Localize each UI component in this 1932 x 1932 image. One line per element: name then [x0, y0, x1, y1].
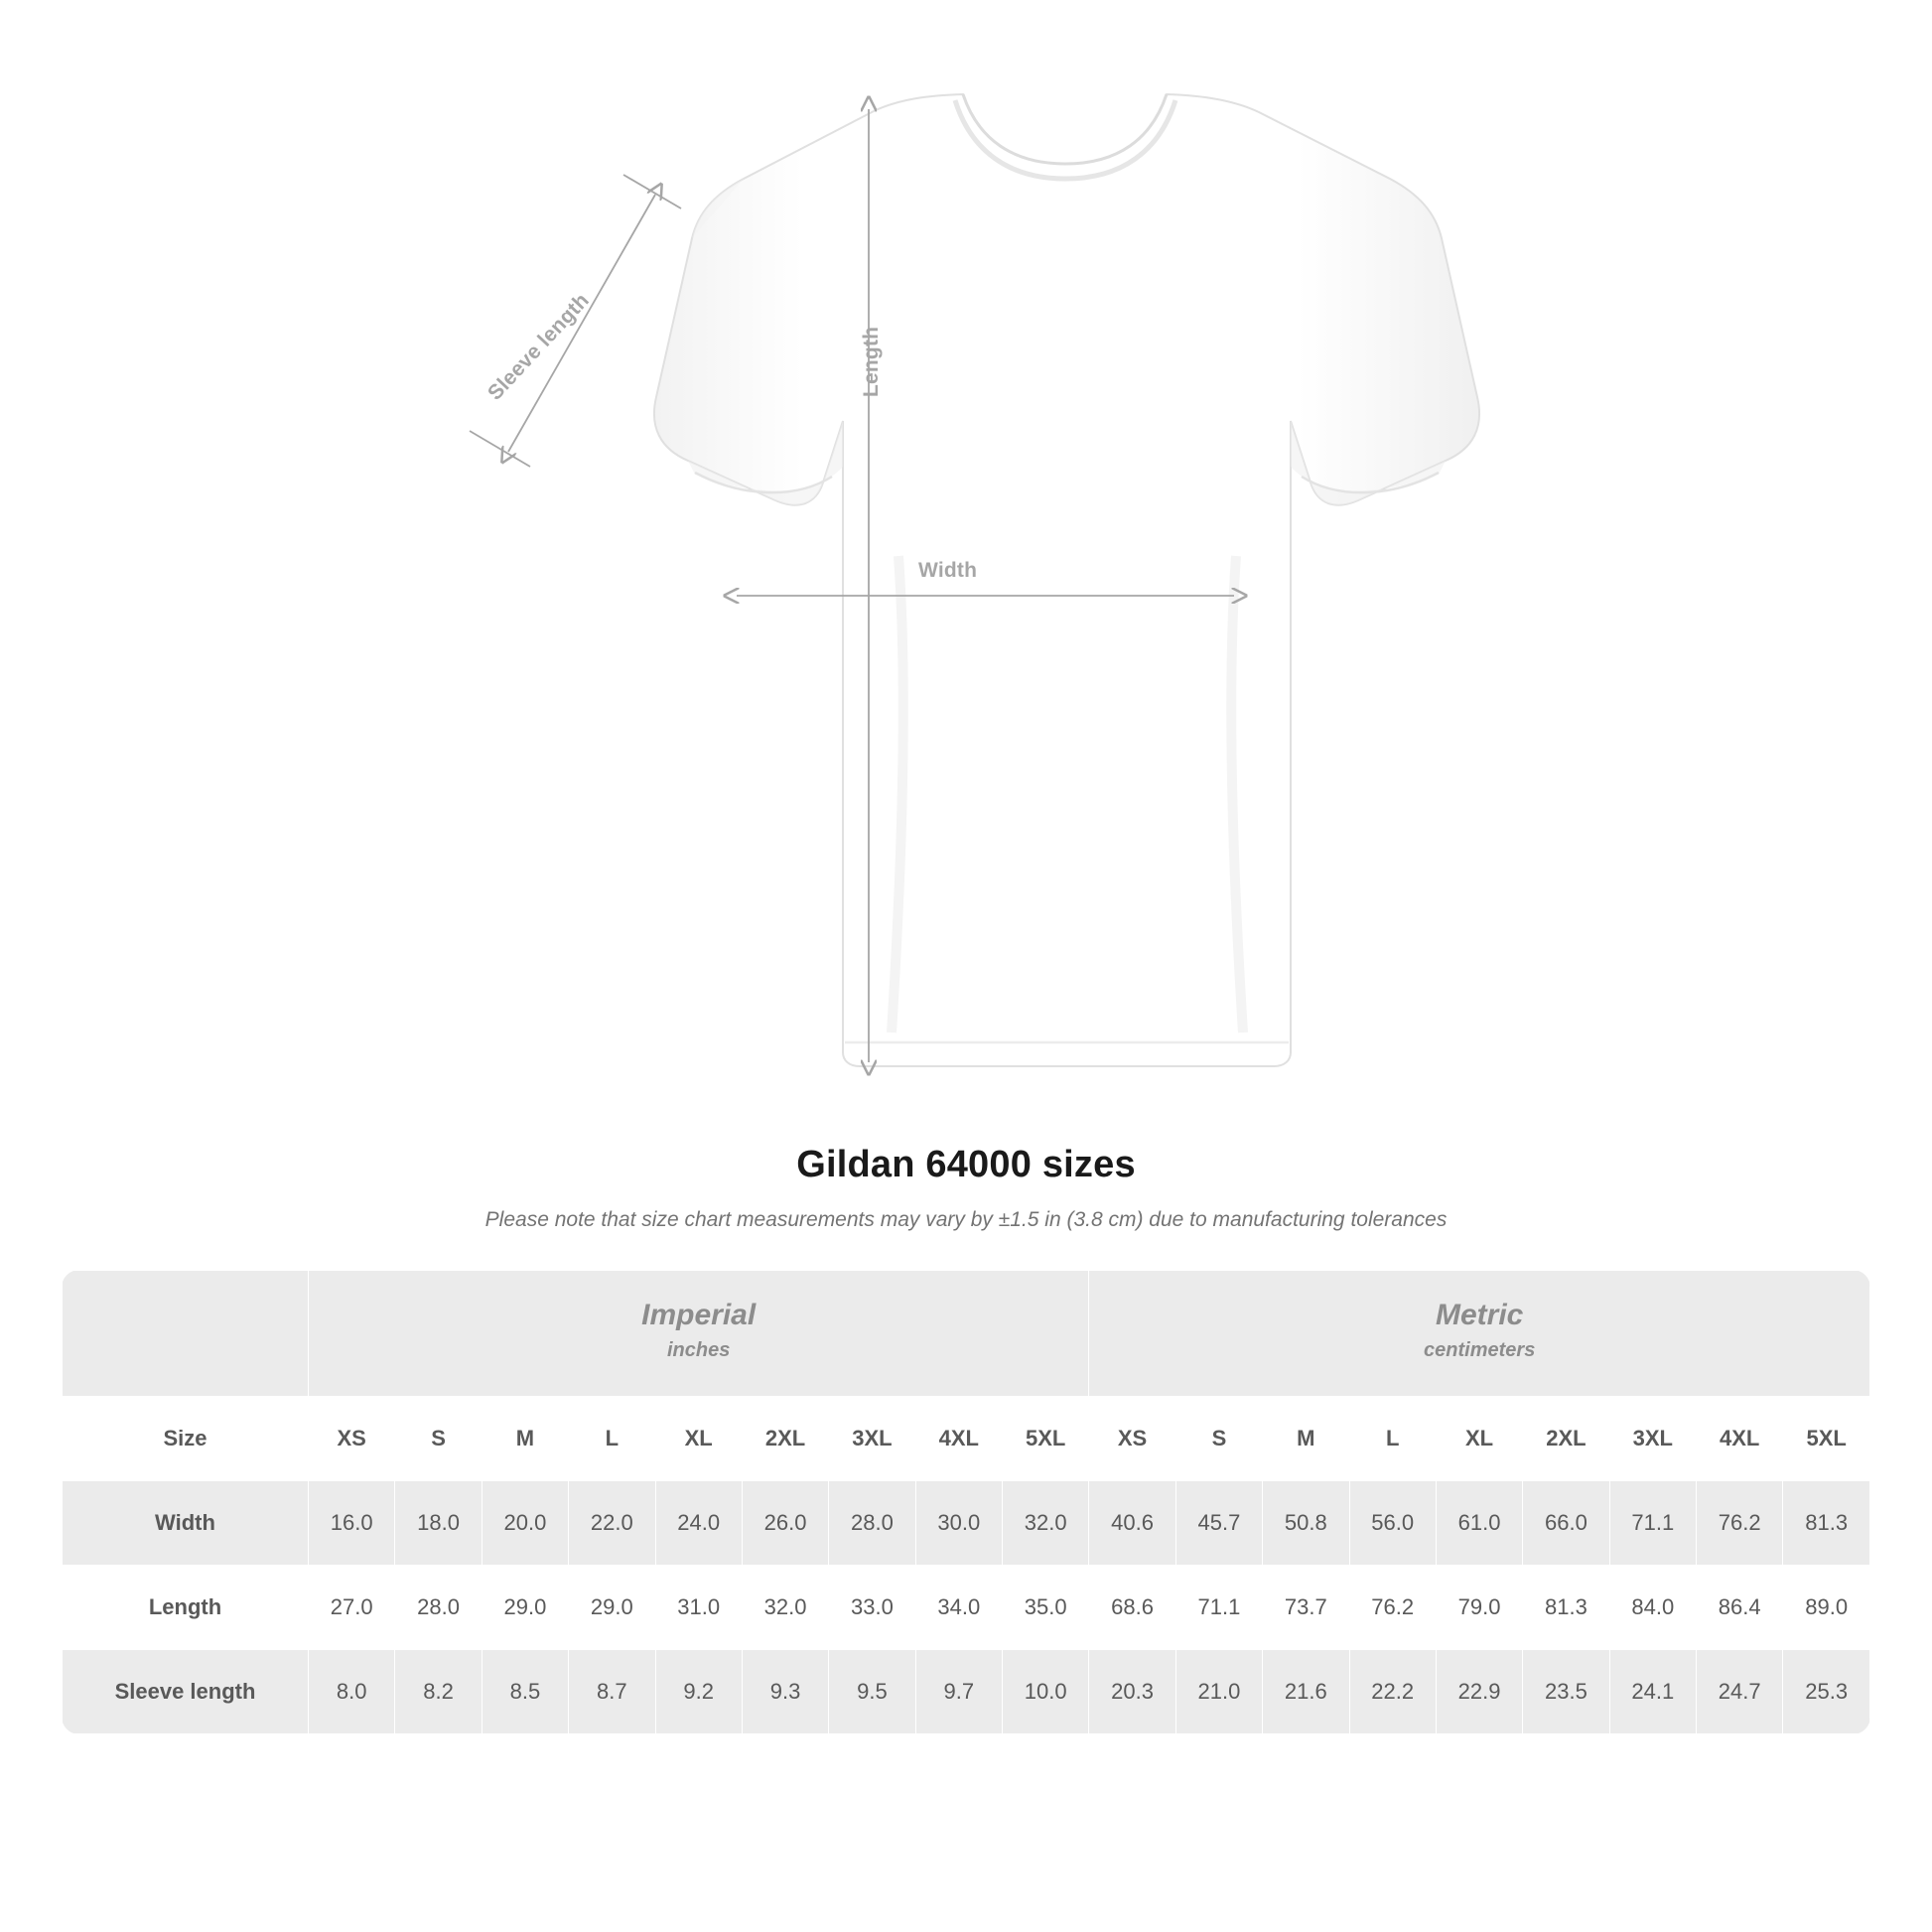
system-unit-imperial: inches: [667, 1338, 731, 1361]
table-cell: 9.3: [742, 1649, 828, 1733]
system-name-metric: Metric: [1436, 1299, 1524, 1331]
table-cell: 34.0: [915, 1565, 1002, 1649]
table-cell: 22.9: [1436, 1649, 1522, 1733]
table-cell: 32.0: [1003, 1480, 1089, 1565]
size-row-label: Size: [63, 1396, 309, 1480]
size-header-cell: S: [395, 1396, 482, 1480]
size-header-row: [63, 1396, 1870, 1480]
table-cell: 23.5: [1523, 1649, 1609, 1733]
size-header-cell: 3XL: [1609, 1396, 1696, 1480]
table-cell: 29.0: [482, 1565, 568, 1649]
table-cell: 86.4: [1697, 1565, 1783, 1649]
sleeve-length-label: Sleeve length: [483, 289, 594, 405]
table-cell: 21.0: [1175, 1649, 1262, 1733]
table-cell: 28.0: [395, 1565, 482, 1649]
size-header-cell: XL: [655, 1396, 742, 1480]
sleeve-dimension-line: [508, 195, 655, 452]
size-header-cell: L: [569, 1396, 655, 1480]
table-corner-cell: [63, 1271, 309, 1397]
table-cell: 76.2: [1349, 1565, 1436, 1649]
size-header-cell: M: [482, 1396, 568, 1480]
table-cell: 26.0: [742, 1480, 828, 1565]
table-cell: 71.1: [1609, 1480, 1696, 1565]
table-cell: 71.1: [1175, 1565, 1262, 1649]
table-cell: 32.0: [742, 1565, 828, 1649]
length-label: Length: [860, 326, 883, 397]
table-cell: 45.7: [1175, 1480, 1262, 1565]
size-header-cell: 3XL: [829, 1396, 915, 1480]
table-cell: 28.0: [829, 1480, 915, 1565]
system-name-imperial: Imperial: [641, 1299, 757, 1331]
table-row: [63, 1649, 1870, 1733]
table-cell: 22.2: [1349, 1649, 1436, 1733]
table-cell: 8.5: [482, 1649, 568, 1733]
table-cell: 84.0: [1609, 1565, 1696, 1649]
table-cell: 89.0: [1783, 1565, 1870, 1649]
table-cell: 35.0: [1003, 1565, 1089, 1649]
table-cell: 21.6: [1263, 1649, 1349, 1733]
table-cell: 9.5: [829, 1649, 915, 1733]
system-header-imperial: [309, 1271, 1089, 1397]
system-unit-metric: centimeters: [1424, 1338, 1536, 1361]
sleeve-tick-top: [623, 175, 681, 208]
size-header-cell: 2XL: [1523, 1396, 1609, 1480]
size-header-cell: 5XL: [1003, 1396, 1089, 1480]
table-cell: 8.7: [569, 1649, 655, 1733]
table-cell: 79.0: [1436, 1565, 1522, 1649]
row-label-sleeve-length: Sleeve length: [63, 1649, 309, 1733]
size-table: [62, 1270, 1870, 1734]
table-cell: 66.0: [1523, 1480, 1609, 1565]
size-header-cell: XS: [309, 1396, 395, 1480]
width-label: Width: [918, 559, 978, 582]
table-cell: 8.0: [309, 1649, 395, 1733]
table-cell: 24.7: [1697, 1649, 1783, 1733]
table-cell: 81.3: [1783, 1480, 1870, 1565]
tolerance-note: Please note that size chart measurements may vary by ±1.5 in (3.8 cm) due to manufacturing tolerances: [484, 1208, 1448, 1231]
system-header-metric: [1089, 1271, 1870, 1397]
table-cell: 9.2: [655, 1649, 742, 1733]
table-cell: 31.0: [655, 1565, 742, 1649]
size-table-wrapper: [62, 1270, 1870, 1734]
table-cell: 50.8: [1263, 1480, 1349, 1565]
size-header-cell: 2XL: [742, 1396, 828, 1480]
size-header-cell: 4XL: [1697, 1396, 1783, 1480]
table-cell: 56.0: [1349, 1480, 1436, 1565]
table-cell: 10.0: [1003, 1649, 1089, 1733]
table-cell: 24.0: [655, 1480, 742, 1565]
table-cell: 81.3: [1523, 1565, 1609, 1649]
row-label-length: Length: [63, 1565, 309, 1649]
size-header-cell: 4XL: [915, 1396, 1002, 1480]
table-cell: 24.1: [1609, 1649, 1696, 1733]
table-cell: 18.0: [395, 1480, 482, 1565]
table-cell: 22.0: [569, 1480, 655, 1565]
table-cell: 40.6: [1089, 1480, 1175, 1565]
size-header-cell: S: [1175, 1396, 1262, 1480]
table-cell: 16.0: [309, 1480, 395, 1565]
size-header-cell: 5XL: [1783, 1396, 1870, 1480]
table-cell: 30.0: [915, 1480, 1002, 1565]
tshirt-shape: [654, 94, 1479, 1066]
table-cell: 27.0: [309, 1565, 395, 1649]
size-header-cell: XL: [1436, 1396, 1522, 1480]
table-cell: 8.2: [395, 1649, 482, 1733]
table-cell: 20.3: [1089, 1649, 1175, 1733]
size-header-cell: M: [1263, 1396, 1349, 1480]
table-row: [63, 1565, 1870, 1649]
table-cell: 76.2: [1697, 1480, 1783, 1565]
table-cell: 25.3: [1783, 1649, 1870, 1733]
system-header-row: [63, 1271, 1870, 1397]
table-cell: 20.0: [482, 1480, 568, 1565]
page-title: Gildan 64000 sizes: [796, 1144, 1136, 1185]
size-header-cell: XS: [1089, 1396, 1175, 1480]
table-cell: 9.7: [915, 1649, 1002, 1733]
table-cell: 29.0: [569, 1565, 655, 1649]
table-cell: 68.6: [1089, 1565, 1175, 1649]
table-cell: 61.0: [1436, 1480, 1522, 1565]
table-cell: 33.0: [829, 1565, 915, 1649]
table-row: [63, 1480, 1870, 1565]
sleeve-tick-bottom: [470, 431, 530, 467]
row-label-width: Width: [63, 1480, 309, 1565]
table-cell: 73.7: [1263, 1565, 1349, 1649]
size-header-cell: L: [1349, 1396, 1436, 1480]
